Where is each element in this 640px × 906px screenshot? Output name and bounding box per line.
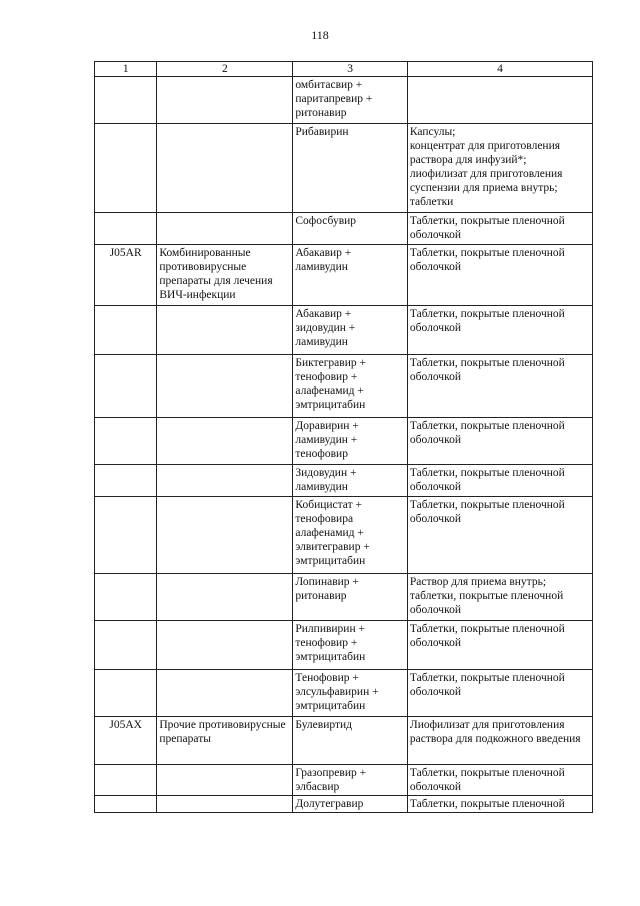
table-row [95, 670, 593, 717]
dosage-forms-cell: Капсулы; концентрат для приготовления раствора для инфузий*; лиофилизат для приготовления суспензии для приема внутрь; таблетки [407, 124, 592, 213]
group-name-cell [157, 465, 293, 497]
page-number: 118 [311, 28, 329, 42]
drug-name-cell: Гразопревир + элбасвир [293, 765, 408, 796]
dosage-forms-cell: Таблетки, покрытые пленочной оболочкой [407, 765, 592, 796]
table-row [95, 355, 593, 418]
atc-code-cell: J05AR [95, 245, 157, 306]
atc-code-cell [95, 306, 157, 355]
table-body [95, 77, 593, 813]
dosage-forms-cell: Таблетки, покрытые пленочной оболочкой [407, 245, 592, 306]
drug-name-cell: Биктегравир + тенофовир + алафенамид + эмтрицитабин [293, 355, 408, 418]
drug-name-cell: Зидовудин + ламивудин [293, 465, 408, 497]
drug-name-cell: Лопинавир + ритонавир [293, 574, 408, 621]
group-name-cell [157, 574, 293, 621]
group-name-cell: Прочие противовирусные препараты [157, 717, 293, 765]
dosage-forms-cell: Таблетки, покрытые пленочной оболочкой [407, 465, 592, 497]
table-row [95, 418, 593, 465]
dosage-forms-cell: Раствор для приема внутрь; таблетки, покрытые пленочной оболочкой [407, 574, 592, 621]
dosage-forms-cell: Таблетки, покрытые пленочной [407, 796, 592, 813]
atc-code-cell [95, 670, 157, 717]
atc-code-cell: J05AX [95, 717, 157, 765]
table-row [95, 77, 593, 124]
atc-code-cell [95, 355, 157, 418]
group-name-cell [157, 418, 293, 465]
dosage-forms-cell: Таблетки, покрытые пленочной оболочкой [407, 621, 592, 670]
atc-code-cell [95, 621, 157, 670]
drug-name-cell: Абакавир + зидовудин + ламивудин [293, 306, 408, 355]
group-name-cell [157, 306, 293, 355]
table-row [95, 497, 593, 574]
table-header-row [95, 62, 593, 77]
dosage-forms-cell: Таблетки, покрытые пленочной оболочкой [407, 497, 592, 574]
drug-name-cell: Рилпивирин + тенофовир + эмтрицитабин [293, 621, 408, 670]
dosage-forms-cell: Таблетки, покрытые пленочной оболочкой [407, 213, 592, 245]
group-name-cell [157, 670, 293, 717]
drug-name-cell: Доравирин + ламивудин + тенофовир [293, 418, 408, 465]
table-row [95, 765, 593, 796]
drug-name-cell: Долутегравир [293, 796, 408, 813]
drug-name-cell: Булевиртид [293, 717, 408, 765]
drug-name-cell: Тенофовир + элсульфавирин + эмтрицитабин [293, 670, 408, 717]
table-row [95, 306, 593, 355]
atc-code-cell [95, 418, 157, 465]
atc-code-cell [95, 796, 157, 813]
atc-code-cell [95, 497, 157, 574]
table-row [95, 621, 593, 670]
drug-name-cell: Рибавирин [293, 124, 408, 213]
drug-name-cell: омбитасвир + паритапревир + ритонавир [293, 77, 408, 124]
dosage-forms-cell: Таблетки, покрытые пленочной оболочкой [407, 355, 592, 418]
dosage-forms-cell [407, 77, 592, 124]
table-row [95, 245, 593, 306]
drug-name-cell: Абакавир + ламивудин [293, 245, 408, 306]
group-name-cell [157, 497, 293, 574]
column-header: 2 [157, 62, 293, 77]
column-header: 4 [407, 62, 592, 77]
group-name-cell [157, 796, 293, 813]
atc-code-cell [95, 77, 157, 124]
atc-code-cell [95, 124, 157, 213]
column-header: 3 [293, 62, 408, 77]
dosage-forms-cell: Таблетки, покрытые пленочной оболочкой [407, 418, 592, 465]
atc-code-cell [95, 765, 157, 796]
dosage-forms-cell: Лиофилизат для приготовления раствора для подкожного введения [407, 717, 592, 765]
table-row [95, 213, 593, 245]
column-header: 1 [95, 62, 157, 77]
dosage-forms-cell: Таблетки, покрытые пленочной оболочкой [407, 306, 592, 355]
table-row [95, 717, 593, 765]
group-name-cell [157, 355, 293, 418]
group-name-cell [157, 124, 293, 213]
atc-code-cell [95, 213, 157, 245]
group-name-cell [157, 765, 293, 796]
group-name-cell: Комбинированные противовирусные препараты для лечения ВИЧ-инфекции [157, 245, 293, 306]
table-row [95, 574, 593, 621]
drug-table [94, 61, 593, 813]
atc-code-cell [95, 465, 157, 497]
group-name-cell [157, 77, 293, 124]
atc-code-cell [95, 574, 157, 621]
group-name-cell [157, 621, 293, 670]
table-row [95, 796, 593, 813]
dosage-forms-cell: Таблетки, покрытые пленочной оболочкой [407, 670, 592, 717]
drug-name-cell: Кобицистат + тенофовира алафенамид + элвитегравир + эмтрицитабин [293, 497, 408, 574]
table-row [95, 124, 593, 213]
table-row [95, 465, 593, 497]
group-name-cell [157, 213, 293, 245]
drug-name-cell: Софосбувир [293, 213, 408, 245]
